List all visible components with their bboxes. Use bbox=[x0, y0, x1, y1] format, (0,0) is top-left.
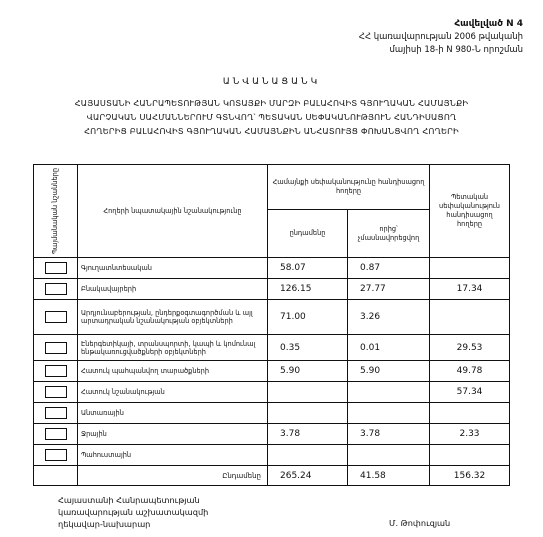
row-state: 57.34 bbox=[430, 382, 510, 403]
row-state bbox=[430, 300, 510, 335]
row-of-which bbox=[348, 382, 430, 403]
appendix-number: Հավելված N 4 bbox=[454, 19, 523, 29]
appendix-line-2: մայիսի 18-ի N 980-Ն որոշման bbox=[389, 45, 523, 55]
legend-box bbox=[45, 342, 67, 354]
row-name: Արդյունաբերության, ընդերքօգտագործման և այլ արտադրական նշանակության օբյեկտների bbox=[78, 300, 268, 335]
totals-state: 156.32 bbox=[430, 466, 510, 486]
title-line-1: ՀԱՅԱՍՏԱՆԻ ՀԱՆՐԱՊԵՏՈՒԹՅԱՆ ԿՈՏԱՅՔԻ ՄԱՐԶԻ ԲԱԼԱՀՈՎԻՏ ԳՅՈՒՂԱԿԱՆ ՀԱՄԱՅՆՔԻ bbox=[74, 98, 469, 108]
totals-total: 265.24 bbox=[268, 466, 348, 486]
row-of-which: 5.90 bbox=[348, 361, 430, 382]
row-of-which: 27.77 bbox=[348, 279, 430, 300]
row-total: 126.15 bbox=[268, 279, 348, 300]
table-row bbox=[34, 258, 510, 279]
signatory-line-3: ղեկավար-նախարար bbox=[58, 519, 151, 529]
legend-box bbox=[45, 311, 67, 323]
header-community-total: ընդամենը bbox=[268, 210, 348, 258]
row-total: 3.78 bbox=[268, 424, 348, 445]
header-purpose: Հողերի նպատակային նշանակությունը bbox=[78, 165, 268, 258]
totals-row bbox=[34, 466, 510, 486]
document-title bbox=[16, 96, 527, 138]
table-row bbox=[34, 300, 510, 335]
appendix-line-1: ՀՀ կառավարության 2006 թվականի bbox=[358, 32, 523, 42]
row-of-which: 3.26 bbox=[348, 300, 430, 335]
land-table bbox=[33, 164, 510, 486]
document-label: ԱՆՎԱՆԱՑԱՆԿ bbox=[222, 77, 321, 87]
row-name: Էներգետիկայի, տրանսպորտի, կապի և կոմունալ ենթակառուցվածքների օբյեկտների bbox=[78, 335, 268, 361]
header-state: Պետական սեփականություն հանդիսացող հողերը bbox=[430, 165, 510, 258]
signatory-line-1: Հայաստանի Հանրապետության bbox=[58, 495, 200, 505]
legend-box bbox=[45, 449, 67, 461]
legend-box bbox=[45, 365, 67, 377]
row-state: 49.78 bbox=[430, 361, 510, 382]
row-name: Գյուղատնտեսական bbox=[78, 258, 268, 279]
table-row bbox=[34, 361, 510, 382]
title-line-2: ՎԱՐՉԱԿԱՆ ՍԱՀՄԱՆՆԵՐՈՒՄ ԳՏՆՎՈՂ՝ ՊԵՏԱԿԱՆ ՍԵՓԱԿԱՆՈՒԹՅՈՒՆ ՀԱՆԴԻՍԱՑՈՂ bbox=[86, 112, 457, 122]
row-name: Հատուկ նշանակության bbox=[78, 382, 268, 403]
signatory-line-2: կառավարության աշխատակազմի bbox=[58, 507, 209, 517]
signatory-position bbox=[58, 494, 208, 530]
totals-of-which: 41.58 bbox=[348, 466, 430, 486]
table-row bbox=[34, 424, 510, 445]
legend-box bbox=[45, 386, 67, 398]
row-of-which: 3.78 bbox=[348, 424, 430, 445]
row-total bbox=[268, 403, 348, 424]
header-marks-label: Պայմանական նշանները bbox=[51, 167, 59, 255]
row-state: 17.34 bbox=[430, 279, 510, 300]
row-of-which: 0.87 bbox=[348, 258, 430, 279]
legend-box bbox=[45, 262, 67, 274]
row-state bbox=[430, 445, 510, 466]
row-name: Պահուստային bbox=[78, 445, 268, 466]
totals-label: Ընդամենը bbox=[78, 466, 268, 486]
header-community: Համայնքի սեփականությունը հանդիսացող հողերը bbox=[268, 165, 430, 210]
table-row bbox=[34, 445, 510, 466]
row-total bbox=[268, 445, 348, 466]
table-row bbox=[34, 335, 510, 361]
table-row bbox=[34, 382, 510, 403]
row-total: 0.35 bbox=[268, 335, 348, 361]
row-state: 29.53 bbox=[430, 335, 510, 361]
title-line-3: ՀՈՂԵՐԻՑ ԲԱԼԱՀՈՎԻՏ ԳՅՈՒՂԱԿԱՆ ՀԱՄԱՅՆՔԻՆ ԱՆՀԱՏՈՒՅՑ ՓՈԽԱՆՑՎՈՂ ՀՈՂԵՐԻ bbox=[84, 126, 459, 136]
row-total: 5.90 bbox=[268, 361, 348, 382]
row-total: 71.00 bbox=[268, 300, 348, 335]
table-row bbox=[34, 279, 510, 300]
appendix-note bbox=[359, 18, 523, 57]
header-marks bbox=[34, 165, 78, 258]
header-community-of-which: որից՝ չմասնավորեցվող bbox=[348, 210, 430, 258]
row-state: 2.33 bbox=[430, 424, 510, 445]
row-state bbox=[430, 403, 510, 424]
row-of-which: 0.01 bbox=[348, 335, 430, 361]
legend-box bbox=[45, 283, 67, 295]
row-name: Անտառային bbox=[78, 403, 268, 424]
row-name: Հատուկ պահպանվող տարածքների bbox=[78, 361, 268, 382]
row-of-which bbox=[348, 445, 430, 466]
row-name: Ջրային bbox=[78, 424, 268, 445]
legend-box bbox=[45, 428, 67, 440]
row-name: Բնակավայրերի bbox=[78, 279, 268, 300]
legend-box bbox=[45, 407, 67, 419]
table-row bbox=[34, 403, 510, 424]
row-total: 58.07 bbox=[268, 258, 348, 279]
signatory-name: Մ. Թոփուզյան bbox=[389, 518, 451, 528]
row-total bbox=[268, 382, 348, 403]
row-of-which bbox=[348, 403, 430, 424]
row-state bbox=[430, 258, 510, 279]
